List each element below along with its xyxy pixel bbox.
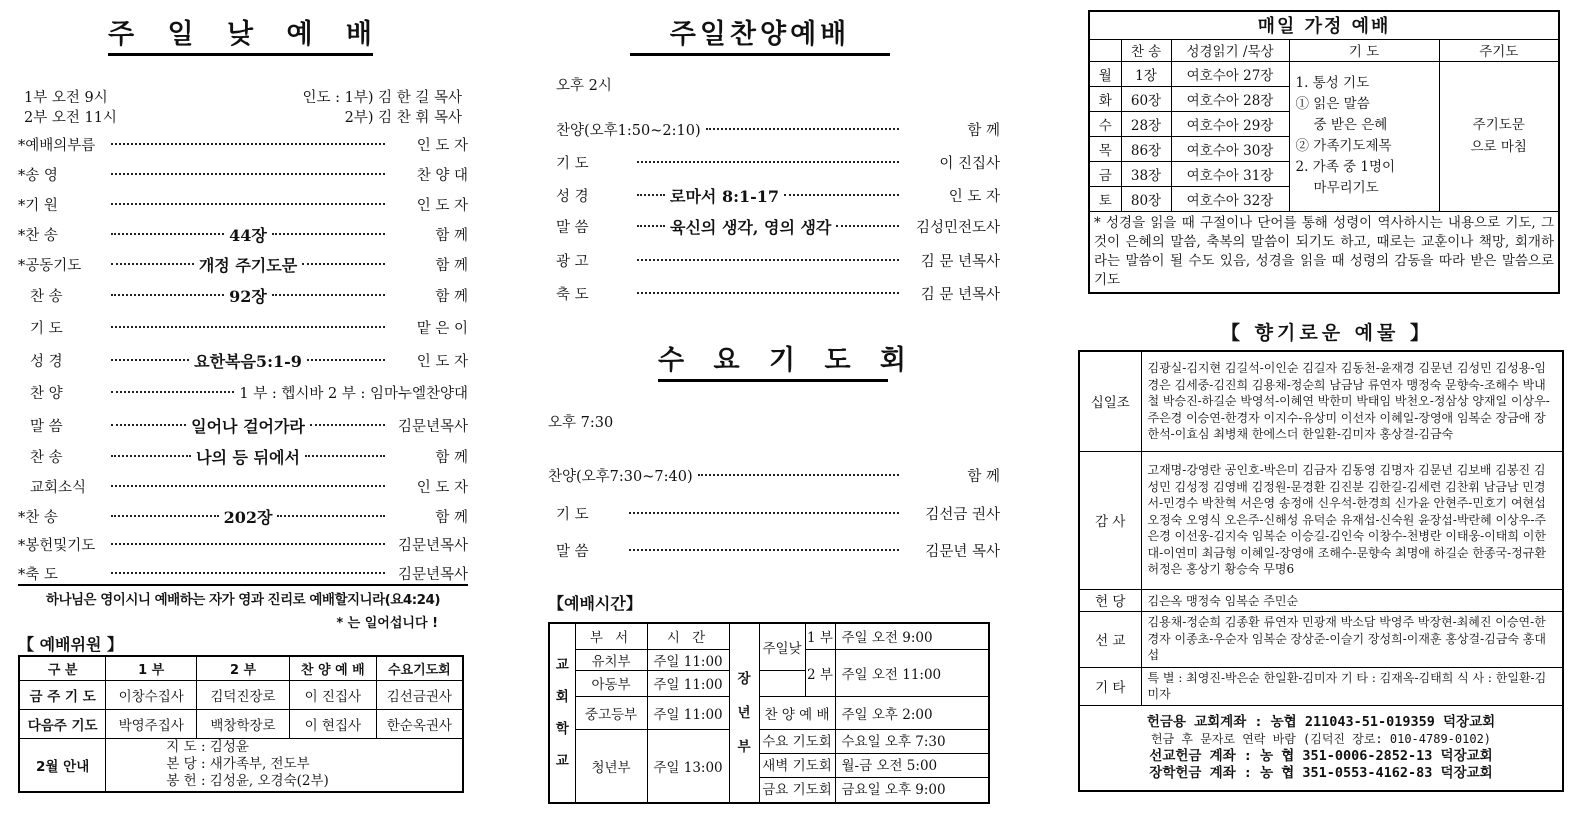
committee-cell: 이 진집사	[289, 680, 376, 709]
wednesday-title: 수 요 기 도 회	[658, 338, 888, 382]
dot-leader	[111, 263, 194, 265]
school-dept: 청년부	[575, 729, 647, 803]
committee-header: 1 부	[106, 656, 197, 680]
church-account: 헌금용 교회계좌 : 농협 211043-51-019359 덕장교회	[1146, 713, 1496, 730]
school-time: 주일 13:00	[647, 729, 729, 803]
praise-service-title: 주일찬양예배	[630, 12, 890, 56]
offering-names: 김용채-정순희 김종환 류연자 민광재 박소담 박영주 박장현-최혜진 이승연-한경자 이종초-우순자 임복순 장상준-이슬기 장성희-이재훈 홍상걸-김금숙 홍대섭	[1141, 611, 1563, 667]
order-person: 함 께	[435, 449, 469, 466]
committee-header: 수요기도회	[376, 656, 463, 680]
prayer-line: 1. 통성 기도	[1295, 75, 1370, 91]
order-row	[18, 283, 468, 307]
school-dept: 유치부	[575, 649, 647, 670]
dot-leader	[272, 233, 385, 235]
order-label: 교회소식	[30, 479, 87, 496]
dot-leader	[637, 292, 899, 294]
offering-label: 감 사	[1079, 451, 1141, 589]
dot-leader	[111, 515, 219, 517]
daily-note: * 성경을 읽을 때 구절이나 단어를 통해 성령이 역사하시는 내용으로 기도, 그것이 은혜의 말씀, 축복의 말씀이 되기도 하고, 때로는 교훈이나 책망, 회개하라는 말씀이 될 수도 있음, 성경을 읽을 때 성령의 감동을 따라 받은 말씀으로 기도	[1089, 211, 1559, 293]
day-cell: 토	[1089, 186, 1121, 211]
school-time: 주일 11:00	[647, 649, 729, 670]
committee-cell: 박영주집사	[106, 709, 197, 738]
dot-leader	[111, 543, 385, 545]
order-content: 일어나 걸어가라	[191, 416, 305, 436]
order-content: 로마서 8:1-17	[670, 186, 780, 206]
reading-cell: 여호수아 29장	[1171, 111, 1289, 136]
day-cell: 월	[1089, 61, 1121, 86]
order-person: 김성민전도사	[915, 219, 1000, 236]
adult-label-char: 장	[737, 670, 751, 687]
dot-leader	[111, 391, 234, 393]
adult-services-stack	[759, 729, 835, 803]
committee-cell: 이창수집사	[106, 680, 197, 709]
dot-leader	[629, 549, 899, 551]
order-label: 말 씀	[30, 418, 63, 435]
hymn-cell: 60장	[1121, 86, 1171, 111]
sunday-service-title: 주 일 낮 예 배	[108, 12, 373, 56]
offering-names: 김광실-김지현 김길석-이인순 김길자 김동천-윤재경 김문년 김성민 김성용-임경은 김세중-김진희 김용채-정순희 남금남 류연자 맹정숙 문향숙-조해수 박내철 박승진-하길순 박영석-이혜연 박한미 박태임 박천오-정삼상 양재일 이상우-주은경 이승연-한경자 이지수-유상미 이선자 이혜일-장영애 임복순 장금애 장한석-이효심 최병채 한에스더 한일환-김미자 홍상걸-김금숙	[1141, 351, 1563, 451]
order-content: 요한복음5:1-9	[194, 351, 302, 371]
order-label: *예배의부름	[18, 137, 96, 154]
leader-1: 인도 : 1부) 김 한 길 목사	[302, 90, 462, 106]
order-label: 찬 송	[30, 449, 63, 466]
school-label-char: 학	[555, 720, 569, 737]
offering-title: 【 향기로운 예물 】	[1221, 322, 1433, 344]
adult-times-stack	[835, 729, 989, 803]
order-label: 성 경	[556, 188, 589, 205]
dot-leader	[272, 294, 385, 296]
account-info	[1079, 705, 1563, 791]
dot-leader	[698, 474, 899, 476]
feb-line: 지 도 : 김성윤	[166, 739, 249, 756]
school-dept: 중고등부	[575, 696, 647, 729]
daily-worship-column	[1088, 0, 1566, 815]
reading-cell: 여호수아 30장	[1171, 136, 1289, 161]
dot-leader	[307, 359, 385, 361]
prayer-line: 마무리기도	[1313, 180, 1379, 196]
order-row	[18, 413, 468, 437]
day-cell: 수	[1089, 111, 1121, 136]
offering-label: 선 교	[1079, 611, 1141, 667]
header-dept: 부 서	[575, 623, 647, 649]
order-person: 인 도 자	[416, 353, 468, 370]
school-label-char: 교	[555, 656, 569, 673]
offering-names: 김은옥 맹정숙 임복순 주민순	[1141, 589, 1563, 611]
order-person: 인 도 자	[416, 479, 468, 496]
order-row	[556, 183, 1000, 207]
dot-leader	[629, 512, 899, 514]
order-person: 김문년목사	[397, 566, 468, 583]
daily-header: 기 도	[1289, 39, 1439, 61]
order-label: 광 고	[556, 253, 589, 270]
order-person: 인 도 자	[416, 137, 468, 154]
order-row	[18, 532, 468, 556]
dot-leader	[310, 424, 385, 426]
dot-leader	[277, 515, 385, 517]
order-label: 찬양(오후7:30~7:40)	[548, 468, 693, 485]
dot-leader	[111, 424, 186, 426]
order-label: *기 원	[18, 197, 58, 214]
committee-cell: 김선금권사	[376, 680, 463, 709]
offering-table	[1078, 350, 1564, 792]
order-content: 육신의 생각, 영의 생각	[670, 217, 832, 237]
prayer-guide	[1289, 61, 1439, 211]
order-row	[18, 192, 468, 216]
committee-header: 구 분	[19, 656, 106, 680]
order-content: 개정 주기도문	[198, 255, 298, 275]
order-row	[18, 315, 468, 339]
wednesday-row	[548, 463, 1000, 487]
adult-time: 주일 오전 11:00	[835, 649, 989, 696]
wednesday-row	[548, 538, 1000, 562]
adult-time: 월-금 오전 5:00	[836, 754, 989, 778]
order-label: 말 씀	[556, 219, 589, 236]
header-time: 시 간	[647, 623, 729, 649]
order-content: 44장	[229, 225, 267, 245]
feb-info	[106, 738, 463, 792]
hymn-cell: 38장	[1121, 161, 1171, 186]
prayer-line: 중 받은 은혜	[1313, 117, 1388, 133]
hymn-cell: 86장	[1121, 136, 1171, 161]
feb-line: 봉 헌 : 김성윤, 오경숙(2부)	[166, 773, 329, 790]
order-content: 202장	[223, 507, 273, 527]
order-label: *공동기도	[18, 257, 82, 274]
order-person: 김 문 년목사	[920, 286, 1000, 303]
school-time: 주일 11:00	[647, 670, 729, 696]
dot-leader	[111, 173, 385, 175]
committee-cell: 이 현집사	[289, 709, 376, 738]
dot-leader	[111, 485, 385, 487]
adult-part: 1 부	[805, 623, 835, 649]
service-time-1: 1부 오전 9시	[24, 90, 108, 106]
dot-leader	[111, 203, 385, 205]
committee-cell: 백창학장로	[197, 709, 290, 738]
order-person: 함 께	[967, 468, 1000, 485]
order-label: 찬양(오후1:50~2:10)	[556, 122, 701, 139]
order-person: 함 께	[435, 509, 469, 526]
dot-leader	[111, 143, 385, 145]
order-label: 말 씀	[556, 543, 589, 560]
schedule-table	[548, 622, 990, 804]
order-person: 김 문 년목사	[920, 253, 1000, 270]
adult-part: 2 부	[805, 649, 835, 696]
dot-leader	[637, 259, 899, 261]
adult-label-char: 년	[737, 704, 751, 721]
order-row	[556, 248, 1000, 272]
committee-cell: 김덕진장로	[197, 680, 290, 709]
order-label: *축 도	[18, 566, 58, 583]
order-label: 성 경	[30, 353, 63, 370]
order-row	[556, 214, 1000, 238]
committee-cell: 한순옥권사	[376, 709, 463, 738]
order-content: 나의 등 뒤에서	[196, 447, 300, 467]
order-person: 함 께	[435, 227, 469, 244]
order-row	[18, 348, 468, 372]
reading-cell: 여호수아 32장	[1171, 186, 1289, 211]
dot-leader	[706, 128, 899, 130]
hymn-cell: 28장	[1121, 111, 1171, 136]
lords-prayer-line: 으로 마침	[1470, 139, 1527, 155]
order-label: *봉헌및기도	[18, 537, 96, 554]
school-label-char: 회	[555, 688, 569, 705]
schedule-title: 【예배시간】	[548, 594, 642, 613]
order-label: 기 도	[556, 506, 589, 523]
day-cell: 목	[1089, 136, 1121, 161]
reading-cell: 여호수아 27장	[1171, 61, 1289, 86]
service-time-2: 2부 오전 11시	[24, 110, 117, 126]
wednesday-row	[548, 501, 1000, 525]
mission-account: 선교헌금 계좌 : 농 협 351-0006-2852-13 덕장교회	[1149, 747, 1493, 764]
order-label: *송 영	[18, 167, 58, 184]
school-label	[549, 623, 575, 803]
order-person: 함 께	[967, 122, 1000, 139]
scholarship-account: 장학헌금 계좌 : 농 협 351-0553-4162-83 덕장교회	[1149, 764, 1493, 781]
prayer-line: 2. 가족 중 1명이	[1295, 159, 1396, 175]
order-person: 맡 은 이	[416, 320, 468, 337]
leader-2: 2부) 김 찬 휘 목사	[344, 110, 462, 126]
daily-worship-title: 매일 가정 예배	[1089, 11, 1559, 39]
adult-service: 찬 양 예 배	[759, 696, 835, 729]
order-label: 찬 양	[30, 385, 63, 402]
order-row	[18, 561, 468, 585]
school-time: 주일 11:00	[647, 696, 729, 729]
prayer-line: ① 읽은 말씀	[1295, 96, 1370, 112]
adult-service: 금요 기도회	[762, 781, 832, 798]
reading-cell: 여호수아 28장	[1171, 86, 1289, 111]
committee-row-label: 다음주 기도	[19, 709, 106, 738]
account-note: 헌금 후 문자로 연락 바람 (김덕진 장로: 010-4789-0102)	[1150, 731, 1492, 746]
order-row	[556, 150, 1000, 174]
adult-empty	[759, 670, 805, 696]
order-row	[18, 380, 468, 404]
lords-prayer-cell	[1439, 61, 1559, 211]
order-person: 찬 양 대	[416, 167, 468, 184]
prayer-line: ② 가족기도제목	[1295, 138, 1392, 154]
order-row	[18, 162, 468, 186]
daily-header	[1089, 39, 1121, 61]
offering-label: 헌 당	[1079, 589, 1141, 611]
praise-time: 오후 2시	[556, 78, 612, 94]
reading-cell: 여호수아 31장	[1171, 161, 1289, 186]
school-label-char: 교	[555, 752, 569, 769]
adult-label-char: 부	[737, 738, 751, 755]
daily-header: 주기도	[1439, 39, 1559, 61]
adult-service: 주일낮	[759, 623, 805, 670]
order-row	[18, 504, 468, 528]
adult-time: 주일 오전 9:00	[835, 623, 989, 649]
order-label: 기 도	[556, 155, 589, 172]
order-person: 김문년목사	[397, 418, 469, 435]
offering-names: 고재명-강영란 공인호-박은미 김금자 김동영 김명자 김문년 김보배 김봉진 김성민 김성정 김영배 김정원-문경환 김진분 김한길-김세련 김찬휘 남금남 민경서-민경수 박찬혁 서은영 송정애 신우석-한경희 신가윤 안현주-민호기 여현섭 오정숙 오영식 오은주-신해성 유덕순 유재섭-신숙원 윤장섭-박란혜 이상우-주은경 이선웅-김지숙 임복순 이승길-김인숙 이창수-천병란 이태웅-이태희 이한대-이연미 최금형 이혜일-장영애 조해수-문향숙 최명애 하길순 한종국-정규환 허정은 홍상기 황승숙 무명6	[1141, 451, 1563, 589]
dot-leader	[305, 455, 385, 457]
daily-header: 성경읽기 /묵상	[1171, 39, 1289, 61]
committee-header: 찬 양 예 배	[289, 656, 376, 680]
day-cell: 금	[1089, 161, 1121, 186]
order-person: 인 도 자	[416, 197, 468, 214]
dot-leader	[111, 572, 385, 574]
committee-row-label: 금 주 기 도	[19, 680, 106, 709]
adult-time: 수요일 오후 7:30	[836, 730, 989, 754]
dot-leader	[302, 263, 385, 265]
order-person: 이 진집사	[939, 155, 1000, 172]
committee-title: 【 예배위원 】	[18, 635, 123, 654]
dot-leader	[111, 294, 224, 296]
dot-leader	[784, 194, 899, 196]
order-row	[18, 222, 468, 246]
divider	[18, 584, 468, 586]
adult-service: 수요 기도회	[760, 730, 835, 754]
dot-leader	[637, 161, 899, 163]
hymn-cell: 1장	[1121, 61, 1171, 86]
adult-label	[729, 623, 759, 803]
order-label: 축 도	[556, 286, 589, 303]
order-person: 1 부 : 헵시바 2 부 : 임마누엘찬양대	[239, 385, 468, 402]
stand-note: * 는 일어섭니다 !	[336, 616, 438, 631]
dot-leader	[111, 359, 189, 361]
adult-time: 금요일 오후 9:00	[841, 781, 946, 798]
dot-leader	[111, 455, 191, 457]
order-row	[18, 444, 468, 468]
day-cell: 화	[1089, 86, 1121, 111]
order-person: 김문년목사	[397, 537, 468, 554]
order-label: 찬 송	[30, 288, 63, 305]
offering-names: 특 별 : 최영진-박은순 한일환-김미자 기 타 : 김재옥-김태희 식 사 : 한일환-김미자	[1141, 667, 1563, 705]
order-person: 함 께	[435, 288, 469, 305]
dot-leader	[637, 225, 665, 227]
order-person: 함 께	[435, 257, 468, 274]
dot-leader	[111, 326, 385, 328]
praise-service-column	[548, 0, 1000, 815]
wednesday-time: 오후 7:30	[548, 415, 614, 431]
feb-line: 본 당 : 새가족부, 전도부	[166, 756, 310, 773]
school-dept: 아동부	[575, 670, 647, 696]
order-row	[18, 132, 468, 156]
order-person: 김문년 목사	[925, 543, 1000, 560]
feb-label: 2월 안내	[19, 738, 106, 792]
order-label: *찬 송	[18, 227, 58, 244]
dot-leader	[637, 194, 665, 196]
order-row	[556, 117, 1000, 141]
committee-table	[18, 655, 464, 793]
order-row	[18, 474, 468, 498]
order-label: *찬 송	[18, 509, 58, 526]
daily-header: 찬 송	[1121, 39, 1171, 61]
order-person: 김선금 권사	[925, 506, 1000, 523]
committee-header: 2 부	[197, 656, 290, 680]
scripture-verse: 하나님은 영이시니 예배하는 자가 영과 진리로 예배할지니라(요4:24)	[45, 592, 441, 608]
offering-label: 기 타	[1079, 667, 1141, 705]
lords-prayer-line: 주기도문	[1472, 117, 1525, 133]
daily-worship-table	[1088, 10, 1560, 294]
hymn-cell: 80장	[1121, 186, 1171, 211]
order-content: 92장	[229, 286, 267, 306]
order-row	[556, 281, 1000, 305]
order-row	[18, 252, 468, 276]
adult-time: 주일 오후 2:00	[835, 696, 989, 729]
order-label: 기 도	[30, 320, 63, 337]
order-person: 인 도 자	[948, 188, 1000, 205]
adult-service: 새벽 기도회	[760, 754, 835, 778]
offering-label: 십일조	[1079, 351, 1141, 451]
sunday-service-column	[18, 0, 468, 815]
dot-leader	[836, 225, 899, 227]
dot-leader	[111, 233, 224, 235]
